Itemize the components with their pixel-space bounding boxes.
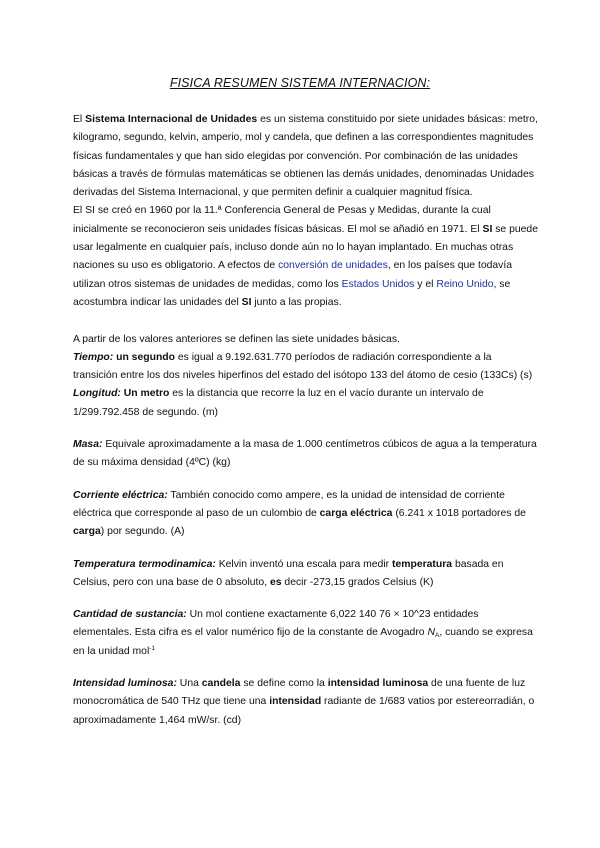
intro-p2-text-c: se puede usar legalmente en cualquier país, incluso donde aún no lo hayan implantado. En muchas otras naciones su uso es obligatorio. A efectos de <box>73 223 538 272</box>
unit-corriente <box>73 487 538 542</box>
unit-temperatura-bold-es: es <box>269 576 282 588</box>
intro-p2-bold-si-2: SI <box>241 296 252 308</box>
avogadro-subscript: A <box>434 632 440 640</box>
unit-intensidad-text-c: se define como la <box>240 678 328 690</box>
unit-corriente-text-e: ) por segundo. (A) <box>100 526 185 538</box>
intro-paragraph-2 <box>73 202 538 312</box>
unit-masa-label: Masa: <box>73 439 103 451</box>
unit-intensidad <box>73 675 538 730</box>
unit-tiempo-bold: un segundo <box>113 351 175 363</box>
intro-p2-text-d: , en los países que todavía utilizan otros sistemas de unidades de medidas, como los <box>73 260 513 290</box>
intro-p2-text-a: El SI se creó en 1960 por la 11.ª Conferencia General de Pesas y Medidas, durante la cual inicialmente se reconocieron seis unidades físicas básicas. El mol se añadió en 1971. El <box>73 205 491 235</box>
unit-masa <box>73 436 538 473</box>
unit-masa-text: Equivale aproximadamente a la masa de 1.000 centímetros cúbicos de agua a la temperatura de su máxima densidad (4ºC) (kg) <box>73 439 537 469</box>
unit-intensidad-bold-intensidad-luminosa: intensidad luminosa <box>327 678 429 690</box>
avogadro-symbol: N <box>427 627 435 639</box>
unit-temperatura <box>73 556 538 593</box>
unit-temperatura-text-c: basada en Celsius, pero con una base de 0 absoluto, <box>73 558 504 588</box>
unit-corriente-bold-carga-electrica: carga eléctrica <box>319 507 393 519</box>
unit-corriente-bold-carga: carga <box>73 526 101 538</box>
unit-intensidad-label: Intensidad luminosa: <box>73 678 177 690</box>
unit-longitud <box>73 385 538 422</box>
unit-corriente-text-a: También conocido como ampere, es la unidad de intensidad de corriente eléctrica que corresponde al paso de un culombio de <box>73 489 505 519</box>
unit-temperatura-label: Temperatura termodinamica: <box>73 558 216 570</box>
unit-corriente-text-c: (6.241 x 1018 portadores de <box>392 507 526 519</box>
unit-longitud-text: es la distancia que recorre la luz en el vacío durante un intervalo de 1/299.792.458 de segundo. (m) <box>73 388 484 418</box>
intro-paragraph-1 <box>73 111 538 202</box>
unit-corriente-label: Corriente eléctrica: <box>73 489 168 501</box>
intro-p2-text-h: junto a las propias. <box>251 296 342 308</box>
unit-intensidad-text-e: de una fuente de luz monocromática de 540 THz que tiene una <box>73 678 526 708</box>
unit-tiempo-text: es igual a 9.192.631.770 períodos de radiación correspondiente a la transición entre los dos niveles hiperfinos del estado del isótopo 133 del átomo de cesio (133Cs) (s) <box>73 351 533 382</box>
unit-longitud-label: Longitud: <box>73 388 121 400</box>
unit-tiempo <box>73 349 538 386</box>
link-estados-unidos[interactable]: Estados Unidos <box>341 278 415 290</box>
document-body <box>73 111 538 730</box>
intro-p2-bold-si: SI <box>482 223 493 235</box>
unit-cantidad-label: Cantidad de sustancia: <box>73 609 187 621</box>
link-reino-unido[interactable]: Reino Unido <box>436 278 494 290</box>
intro-p1-text-a: El <box>73 114 86 125</box>
unit-intensidad-bold-candela: candela <box>201 678 241 690</box>
unit-temperatura-text-a: Kelvin inventó una escala para medir <box>215 558 392 570</box>
intro-p2-text-e: y el <box>414 278 437 290</box>
intro-p2-text-f: , se acostumbra indicar las unidades del <box>73 278 511 308</box>
unit-tiempo-label: Tiempo: <box>73 351 114 363</box>
mol-superscript: -1 <box>149 644 156 652</box>
unit-temperatura-text-e: decir -273,15 grados Celsius (K) <box>281 576 434 588</box>
unit-intensidad-text-g: radiante de 1/683 vatios por estereorradián, o aproximadamente 1,464 mW/sr. (cd) <box>73 696 535 726</box>
unit-cantidad-text-a: Un mol contiene exactamente 6,022 140 76 × 10^23 entidades elementales. Esta cifra es el valor numérico fijo de la constante de Avogadro <box>73 609 479 639</box>
intro-p1-text-c: es un sistema constituido por siete unidades básicas: metro, kilogramo, segundo, kelvin, amperio, mol y candela, que definen a las correspondientes magnitudes físicas fundamentales y que han sido elegidas por convención. Por combinación de las unidades básicas a través de fórmulas matemáticas se obtienen las demás unidades, denominadas Unidades derivadas del Sistema Internacional, y que permiten definir a cualquier magnitud física. <box>73 114 538 199</box>
unit-temperatura-bold: temperatura <box>392 558 453 570</box>
document-title: FISICA RESUMEN SISTEMA INTERNACION: <box>169 76 431 90</box>
unit-cantidad-text-b: , cuando se expresa en la unidad mol <box>73 627 533 657</box>
intro-p1-bold-si: Sistema Internacional de Unidades <box>85 114 258 125</box>
units-intro: A partir de los valores anteriores se definen las siete unidades básicas. <box>73 333 400 345</box>
unit-cantidad <box>73 606 538 661</box>
link-conversion-unidades[interactable]: conversión de unidades <box>278 260 388 272</box>
unit-intensidad-bold-intensidad: intensidad <box>269 696 322 708</box>
unit-intensidad-text-a: Una <box>176 678 202 690</box>
unit-longitud-bold: Un metro <box>120 388 170 400</box>
